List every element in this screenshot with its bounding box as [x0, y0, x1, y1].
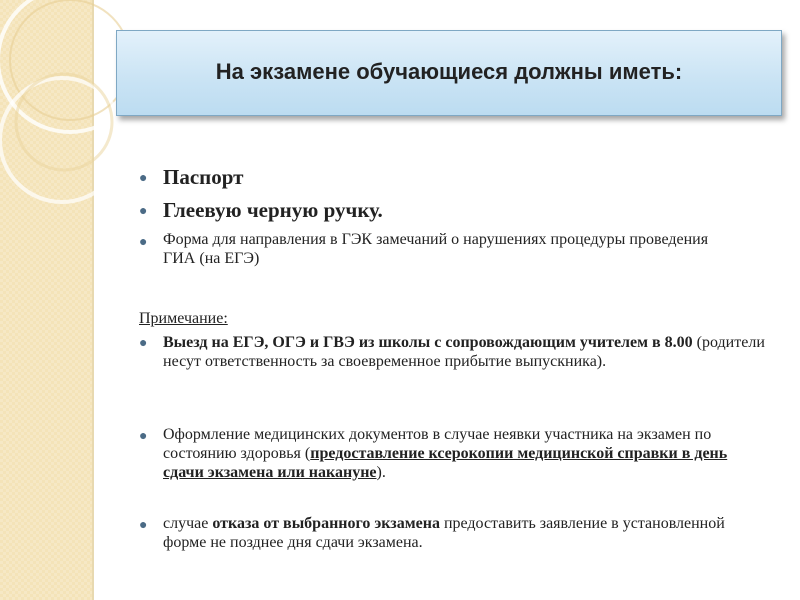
note-refusal-start: случае — [163, 515, 213, 532]
item-passport: Паспорт — [163, 165, 244, 189]
medical-certificate-link[interactable]: предоставление ксерокопии медицинской справки в день сдачи экзамена или накануне — [163, 445, 728, 481]
bullet-icon: ● — [139, 235, 148, 250]
note-refusal-bold: отказа от выбранного экзамена — [212, 515, 440, 532]
note-medical-end: ). — [376, 464, 386, 481]
item-pen: Глеевую черную ручку. — [163, 198, 383, 222]
note-label: Примечание: — [139, 310, 228, 327]
note-medical — [163, 425, 753, 482]
page-title: На экзамене обучающиеся должны иметь: — [215, 59, 683, 84]
note-refusal-end: предоставить заявление в установленной форме не позднее дня сдачи экзамена. — [163, 515, 725, 551]
note-trip-rest: (родители несут ответственность за своевременное прибытие выпускника). — [163, 334, 765, 370]
note-refusal — [163, 514, 753, 552]
title-banner — [116, 30, 782, 116]
bullet-icon: ● — [139, 518, 148, 533]
bullet-icon: ● — [139, 204, 148, 219]
note-medical-start: Оформление медицинских документов в случае неявки участника на экзамен по состоянию здоровья ( — [163, 426, 712, 462]
bullet-icon: ● — [139, 429, 148, 444]
note-trip — [163, 333, 778, 371]
note-trip-bold: Выезд на ЕГЭ, ОГЭ и ГВЭ из школы с сопровождающим учителем в 8.00 — [163, 334, 693, 351]
item-form: Форма для направления в ГЭК замечаний о нарушениях процедуры проведения ГИА (на ЕГЭ) — [163, 231, 709, 267]
bullet-icon: ● — [139, 336, 148, 351]
bullet-icon: ● — [139, 171, 148, 186]
